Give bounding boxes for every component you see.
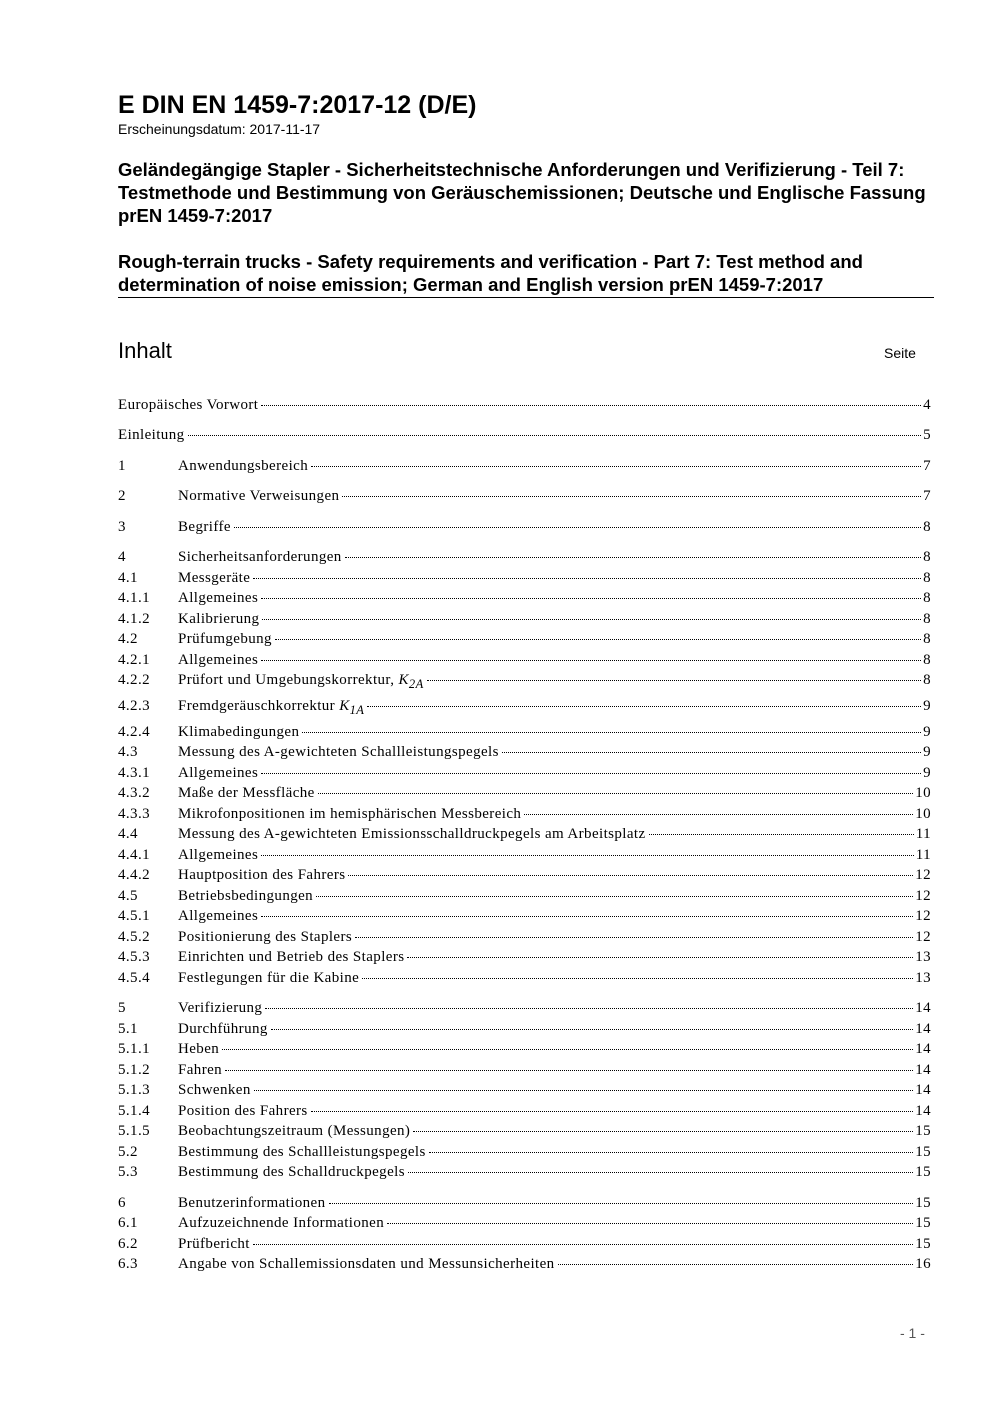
toc-entry[interactable] xyxy=(118,547,931,567)
toc-dot-leader xyxy=(362,978,913,979)
toc-heading: Inhalt xyxy=(118,338,172,363)
toc-entry[interactable] xyxy=(118,1193,931,1213)
toc-entry-title: Sicherheitsanforderungen xyxy=(178,549,342,565)
toc-entry-number: 5.1.5 xyxy=(118,1123,150,1139)
toc-entry-number: 2 xyxy=(118,488,126,504)
toc-entry-number: 4.3.1 xyxy=(118,765,150,781)
toc-entry-title: Einrichten und Betrieb des Staplers xyxy=(178,949,405,965)
toc-dot-leader xyxy=(222,1049,913,1050)
toc-entry-page: 14 xyxy=(915,1082,931,1098)
toc-dot-leader xyxy=(188,435,922,436)
toc-dot-leader xyxy=(302,732,921,733)
toc-entry[interactable] xyxy=(118,425,931,445)
toc-entry-page: 14 xyxy=(915,1041,931,1057)
toc-dot-leader xyxy=(311,1111,914,1112)
toc-entry-title: Prüfort und Umgebungskorrektur, $K_{2A}$ xyxy=(178,672,424,691)
toc-entry[interactable] xyxy=(118,395,931,415)
toc-dot-leader xyxy=(348,875,913,876)
toc-entry[interactable] xyxy=(118,1234,931,1254)
toc-entry-page: 7 xyxy=(923,458,931,474)
toc-entry-title: Allgemeines xyxy=(178,765,259,781)
toc-entry-page: 12 xyxy=(915,908,931,924)
toc-entry-page: 15 xyxy=(915,1123,931,1139)
toc-entry-page: 9 xyxy=(923,698,931,714)
toc-entry-title: Fremdgeräuschkorrektur $K_{1A}$ xyxy=(178,698,365,717)
toc-entry-title: Durchführung xyxy=(178,1021,268,1037)
toc-entry-number: 4.2.4 xyxy=(118,724,150,740)
toc-entry-page: 10 xyxy=(915,785,931,801)
toc-entry-number: 5.1.2 xyxy=(118,1062,150,1078)
toc-entry-number: 5 xyxy=(118,1000,126,1016)
toc-dot-leader xyxy=(271,1029,913,1030)
toc-entry[interactable] xyxy=(118,456,931,476)
toc-entry-title: Anwendungsbereich xyxy=(178,458,309,474)
toc-entry-title: Maße der Messfläche xyxy=(178,785,315,801)
toc-entry-page: 9 xyxy=(923,765,931,781)
toc-entry-page: 14 xyxy=(915,1103,931,1119)
toc-entry-page: 8 xyxy=(923,590,931,606)
toc-entry-math-symbol: $K_{1A}$ xyxy=(339,698,365,717)
toc-entry-number: 5.3 xyxy=(118,1164,138,1180)
toc-entry-number: 4.5 xyxy=(118,888,138,904)
toc-entry[interactable] xyxy=(118,609,931,629)
toc-entry-number: 4.1.1 xyxy=(118,590,150,606)
toc-dot-leader xyxy=(524,814,913,815)
toc-entry-number: 5.2 xyxy=(118,1144,138,1160)
toc-entry-page: 13 xyxy=(915,949,931,965)
toc-entry-page: 15 xyxy=(915,1195,931,1211)
toc-entry[interactable] xyxy=(118,906,931,926)
toc-entry-page: 8 xyxy=(923,611,931,627)
toc-entry-page: 12 xyxy=(915,888,931,904)
toc-entry-number: 4.2.3 xyxy=(118,698,150,714)
toc-entry-page: 5 xyxy=(923,427,931,443)
toc-entry-number: 4.2.2 xyxy=(118,672,150,688)
toc-entry[interactable] xyxy=(118,629,931,649)
toc-entry-title: Verifizierung xyxy=(178,1000,263,1016)
toc-entry[interactable] xyxy=(118,1101,931,1121)
toc-entry-title: Europäisches Vorwort xyxy=(118,397,259,413)
toc-entry-math-symbol: $K_{2A}$ xyxy=(398,672,424,691)
toc-entry-number: 4.4 xyxy=(118,826,138,842)
toc-dot-leader xyxy=(261,855,914,856)
toc-dot-leader xyxy=(265,1008,913,1009)
toc-dot-leader xyxy=(254,1090,913,1091)
toc-entry-title: Hauptposition des Fahrers xyxy=(178,867,346,883)
page-number: - 1 - xyxy=(900,1325,925,1341)
toc-dot-leader xyxy=(261,598,921,599)
toc-entry-title: Position des Fahrers xyxy=(178,1103,308,1119)
toc-entry-page: 10 xyxy=(915,806,931,822)
toc-entry[interactable] xyxy=(118,865,931,885)
toc-dot-leader xyxy=(558,1264,914,1265)
toc-entry-page: 11 xyxy=(915,847,931,863)
toc-entry-title: Beobachtungszeitraum (Messungen) xyxy=(178,1123,411,1139)
toc-entry-number: 4.2.1 xyxy=(118,652,150,668)
toc-dot-leader xyxy=(318,793,913,794)
publication-date: Erscheinungsdatum: 2017-11-17 xyxy=(118,121,321,137)
toc-entry-page: 15 xyxy=(915,1215,931,1231)
toc-entry-number: 5.1.3 xyxy=(118,1082,150,1098)
toc-entry-title: Heben xyxy=(178,1041,220,1057)
toc-dot-leader xyxy=(311,466,921,467)
toc-entry-page: 14 xyxy=(915,1021,931,1037)
toc-entry-title: Prüfumgebung xyxy=(178,631,272,647)
toc-entry[interactable] xyxy=(118,886,931,906)
toc-entry[interactable] xyxy=(118,845,931,865)
toc-entry[interactable] xyxy=(118,783,931,803)
toc-entry-title: Bestimmung des Schallleistungspegels xyxy=(178,1144,426,1160)
toc-entry-number: 4.1.2 xyxy=(118,611,150,627)
toc-entry[interactable] xyxy=(118,804,931,824)
toc-entry-title: Angabe von Schallemissionsdaten und Messunsicherheiten xyxy=(178,1256,555,1272)
toc-dot-leader xyxy=(225,1070,913,1071)
toc-entry-number: 5.1 xyxy=(118,1021,138,1037)
toc-dot-leader xyxy=(342,496,921,497)
toc-entry[interactable] xyxy=(118,670,931,690)
toc-entry[interactable] xyxy=(118,1162,931,1182)
toc-dot-leader xyxy=(275,639,921,640)
toc-dot-leader xyxy=(502,752,921,753)
toc-entry[interactable] xyxy=(118,517,931,537)
toc-entry-title: Allgemeines xyxy=(178,847,259,863)
toc-entry-number: 4.4.2 xyxy=(118,867,150,883)
toc-entry[interactable] xyxy=(118,1121,931,1141)
toc-dot-leader xyxy=(253,578,921,579)
toc-entry-title: Festlegungen für die Kabine xyxy=(178,970,360,986)
toc-entry-number: 4.4.1 xyxy=(118,847,150,863)
toc-entry-title: Normative Verweisungen xyxy=(178,488,340,504)
toc-entry-page: 11 xyxy=(915,826,931,842)
toc-entry-page: 7 xyxy=(923,488,931,504)
toc-entry-number: 4.5.1 xyxy=(118,908,150,924)
toc-entry-number: 1 xyxy=(118,458,126,474)
toc-dot-leader xyxy=(649,834,914,835)
toc-dot-leader xyxy=(261,916,913,917)
toc-entry-title: Begriffe xyxy=(178,519,231,535)
toc-entry[interactable] xyxy=(118,998,931,1018)
toc-entry[interactable] xyxy=(118,1019,931,1039)
document-id: E DIN EN 1459-7:2017-12 (D/E) xyxy=(118,91,477,119)
toc-entry[interactable] xyxy=(118,568,931,588)
toc-entry-page: 9 xyxy=(923,744,931,760)
toc-entry-number: 4.2 xyxy=(118,631,138,647)
toc-dot-leader xyxy=(355,937,913,938)
toc-entry-page: 15 xyxy=(915,1164,931,1180)
toc-entry-title: Kalibrierung xyxy=(178,611,260,627)
toc-entry[interactable] xyxy=(118,722,931,742)
toc-dot-leader xyxy=(387,1223,913,1224)
toc-entry-title: Schwenken xyxy=(178,1082,251,1098)
toc-entry-page: 4 xyxy=(923,397,931,413)
toc-entry[interactable] xyxy=(118,742,931,762)
toc-entry[interactable] xyxy=(118,1060,931,1080)
toc-entry-title: Fahren xyxy=(178,1062,223,1078)
toc-entry-page: 12 xyxy=(915,867,931,883)
toc-dot-leader xyxy=(367,706,921,707)
toc-entry-page: 14 xyxy=(915,1000,931,1016)
toc-entry-page: 13 xyxy=(915,970,931,986)
toc-entry-title: Allgemeines xyxy=(178,652,259,668)
toc-dot-leader xyxy=(345,557,921,558)
toc-entry-number: 5.1.4 xyxy=(118,1103,150,1119)
toc-entry-title: Klimabedingungen xyxy=(178,724,300,740)
toc-entry-title: Allgemeines xyxy=(178,908,259,924)
toc-entry[interactable] xyxy=(118,1254,931,1274)
toc-entry-page: 14 xyxy=(915,1062,931,1078)
toc-dot-leader xyxy=(427,680,921,681)
toc-entry-number: 6.1 xyxy=(118,1215,138,1231)
toc-entry-page: 8 xyxy=(923,652,931,668)
toc-dot-leader xyxy=(316,896,913,897)
toc-entry-page: 8 xyxy=(923,570,931,586)
toc-entry-number: 4.3.3 xyxy=(118,806,150,822)
toc-dot-leader xyxy=(407,957,913,958)
toc-dot-leader xyxy=(261,405,921,406)
toc-entry-title: Prüfbericht xyxy=(178,1236,250,1252)
toc-entry-number: 6.2 xyxy=(118,1236,138,1252)
toc-entry-title: Positionierung des Staplers xyxy=(178,929,353,945)
document-title-german: Geländegängige Stapler - Sicherheitstechnische Anforderungen und Verifizierung - Teil 7: Testmethode und Bestimmung von Geräuschemissionen; Deutsche und Englische Fassung prEN 1459-7:2017 xyxy=(118,159,926,226)
toc-dot-leader xyxy=(261,660,921,661)
toc-entry[interactable] xyxy=(118,968,931,988)
toc-entry[interactable] xyxy=(118,947,931,967)
toc-entry-number: 6.3 xyxy=(118,1256,138,1272)
toc-entry[interactable] xyxy=(118,696,931,716)
toc-entry-title: Allgemeines xyxy=(178,590,259,606)
toc-dot-leader xyxy=(253,1244,913,1245)
title-divider xyxy=(118,297,934,298)
toc-entry-title: Messgeräte xyxy=(178,570,251,586)
toc-entry-title: Einleitung xyxy=(118,427,185,443)
toc-entry-number: 3 xyxy=(118,519,126,535)
toc-entry-page: 8 xyxy=(923,672,931,688)
toc-dot-leader xyxy=(329,1203,914,1204)
toc-entry-title: Mikrofonpositionen im hemisphärischen Messbereich xyxy=(178,806,522,822)
toc-entry-page: 8 xyxy=(923,519,931,535)
toc-entry-page: 16 xyxy=(915,1256,931,1272)
toc-entry-number: 4.5.2 xyxy=(118,929,150,945)
toc-entry-page: 12 xyxy=(915,929,931,945)
toc-entry-title: Aufzuzeichnende Informationen xyxy=(178,1215,385,1231)
toc-entry-page: 15 xyxy=(915,1236,931,1252)
toc-entry-page: 8 xyxy=(923,549,931,565)
toc-entry[interactable] xyxy=(118,1080,931,1100)
toc-dot-leader xyxy=(261,773,921,774)
toc-entry-page: 8 xyxy=(923,631,931,647)
toc-dot-leader xyxy=(429,1152,913,1153)
toc-page-column-label: Seite xyxy=(884,345,916,361)
toc-entry[interactable] xyxy=(118,927,931,947)
toc-entry-number: 5.1.1 xyxy=(118,1041,150,1057)
toc-entry[interactable] xyxy=(118,1142,931,1162)
toc-entry-title: Betriebsbedingungen xyxy=(178,888,314,904)
toc-dot-leader xyxy=(262,619,921,620)
toc-entry-number: 6 xyxy=(118,1195,126,1211)
toc-entry[interactable] xyxy=(118,486,931,506)
toc-dot-leader xyxy=(234,527,921,528)
toc-entry-number: 4.3 xyxy=(118,744,138,760)
toc-entry[interactable] xyxy=(118,1039,931,1059)
document-title-english: Rough-terrain trucks - Safety requirements and verification - Part 7: Test method and determination of noise emission; German and English version prEN 1459-7:2017 xyxy=(118,251,863,295)
toc-entry-title: Benutzerinformationen xyxy=(178,1195,326,1211)
toc-entry-page: 9 xyxy=(923,724,931,740)
toc-entry-page: 15 xyxy=(915,1144,931,1160)
toc-entry[interactable] xyxy=(118,1213,931,1233)
toc-entry-number: 4.3.2 xyxy=(118,785,150,801)
toc-dot-leader xyxy=(408,1172,913,1173)
toc-entry[interactable] xyxy=(118,763,931,783)
toc-entry-number: 4.5.4 xyxy=(118,970,150,986)
toc-entry-number: 4.1 xyxy=(118,570,138,586)
toc-entry-title: Bestimmung des Schalldruckpegels xyxy=(178,1164,405,1180)
toc-entry[interactable] xyxy=(118,650,931,670)
toc-entry[interactable] xyxy=(118,824,931,844)
toc-dot-leader xyxy=(413,1131,913,1132)
toc-entry-title: Messung des A-gewichteten Schallleistungspegels xyxy=(178,744,499,760)
toc-entry[interactable] xyxy=(118,588,931,608)
toc-entry-number: 4.5.3 xyxy=(118,949,150,965)
toc-entry-number: 4 xyxy=(118,549,126,565)
toc-entry-title: Messung des A-gewichteten Emissionsschalldruckpegels am Arbeitsplatz xyxy=(178,826,646,842)
